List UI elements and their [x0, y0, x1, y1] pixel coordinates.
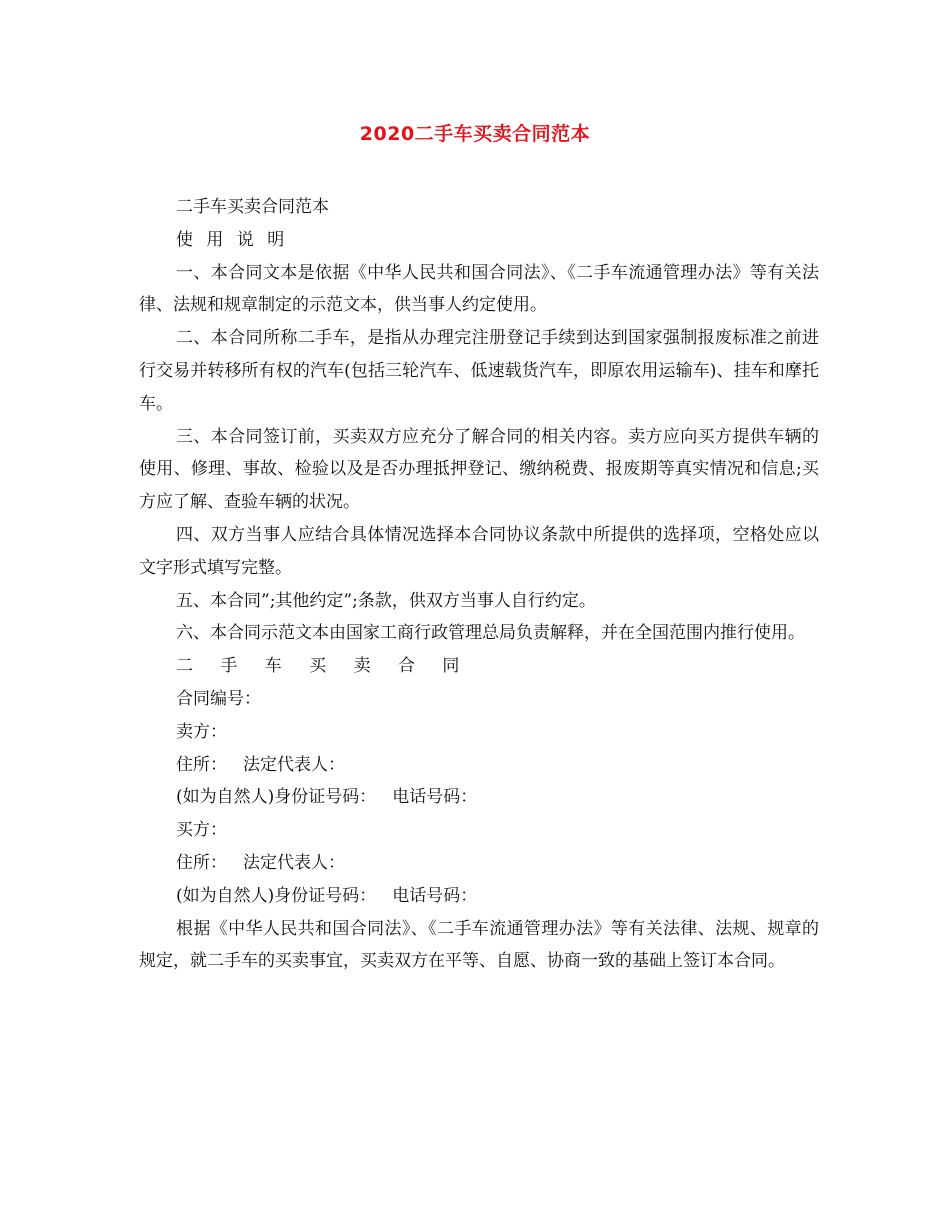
document-title: 2020二手车买卖合同范本 [359, 123, 591, 145]
contract-heading: 二 手 车 买 卖 合 同 [176, 656, 471, 677]
seller-id-line [139, 781, 819, 814]
contract-template-heading: 二手车买卖合同范本 [176, 197, 329, 217]
seller-phone-label: 电话号码： [392, 787, 478, 808]
seller-residence-label: 住所： [176, 754, 227, 775]
instruction-item-3: 三、本合同签订前，买卖双方应充分了解合同的相关内容。卖方应向买方提供车辆的使用、修理、事故、检验以及是否办理抵押登记、缴纳税费、报废期等真实情况和信息;买方应了解、查验车辆的状况。 [139, 426, 819, 513]
seller-id-label: (如为自然人)身份证号码： [176, 787, 377, 808]
seller-residence-line [139, 749, 819, 782]
buyer-phone-label: 电话号码： [392, 885, 478, 906]
instruction-item-2: 二、本合同所称二手车，是指从办理完注册登记手续到达到国家强制报废标准之前进行交易并转移所有权的汽车(包括三轮汽车、低速载货汽车，即原农用运输车)、挂车和摩托车。 [139, 328, 819, 414]
buyer-id-label: (如为自然人)身份证号码： [176, 885, 377, 906]
buyer-id-line [139, 880, 819, 913]
buyer-legal-rep-label: 法定代表人： [243, 852, 345, 873]
seller-line: 卖方： [176, 721, 227, 742]
seller-legal-rep-label: 法定代表人： [243, 754, 345, 775]
contract-number-line: 合同编号： [176, 688, 261, 709]
instruction-item-5: 五、本合同”;其他约定”;条款，供双方当事人自行约定。 [176, 590, 596, 611]
contract-preamble: 根据《中华人民共和国合同法》、《二手车流通管理办法》等有关法律、法规、规章的规定，就二手车的买卖事宜，买卖双方在平等、自愿、协商一致的基础上签订本合同。 [139, 918, 819, 972]
buyer-residence-line [139, 847, 819, 880]
buyer-residence-label: 住所： [176, 852, 227, 873]
instruction-item-4: 四、双方当事人应结合具体情况选择本合同协议条款中所提供的选择项，空格处应以文字形式填写完整。 [139, 524, 819, 578]
instruction-item-1: 一、本合同文本是依据《中华人民共和国合同法》、《二手车流通管理办法》等有关法律、法规和规章制定的示范文本，供当事人约定使用。 [139, 262, 819, 316]
instructions-heading: 使 用 说 明 [176, 229, 289, 250]
buyer-line: 买方： [176, 820, 227, 841]
document-body [139, 191, 819, 978]
instruction-item-6: 六、本合同示范文本由国家工商行政管理总局负责解释，并在全国范围内推行使用。 [176, 623, 805, 644]
